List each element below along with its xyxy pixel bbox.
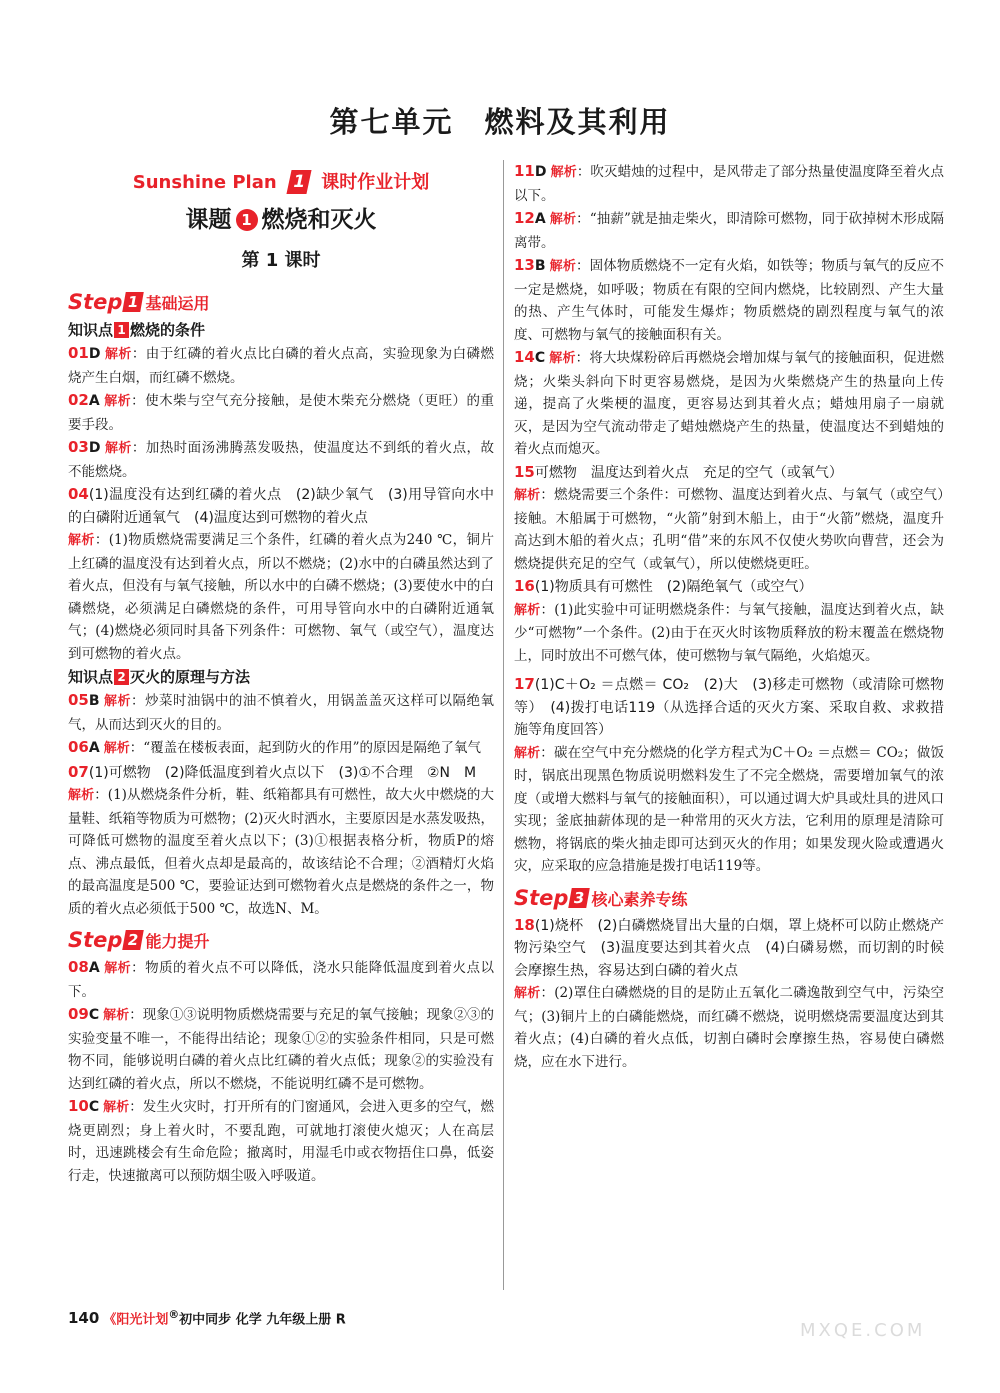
- kp-number-badge: 2: [114, 669, 129, 685]
- analysis-text: ：“覆盖在楼板表面，起到防火的作用”的原因是隔绝了氧气: [129, 740, 482, 756]
- step1-header: [68, 286, 494, 318]
- answer-letter: C: [534, 350, 546, 366]
- step-number-badge: 3: [569, 888, 591, 908]
- page-footer: [68, 1308, 346, 1327]
- kp-prefix: 知识点: [68, 668, 114, 686]
- answer-text: (1)C＋O₂ ＝点燃＝ CO₂ (2)大 (3)移走可燃物（或清除可燃物等） (4)拨打电话119（从选择合适的灭火方案、采取自救、求救措施等角度回答）: [514, 677, 944, 738]
- answer-letter: C: [88, 1099, 100, 1115]
- question-12: [514, 207, 944, 254]
- step-word: Step: [514, 885, 569, 910]
- question-15: [514, 461, 944, 576]
- answer-letter: C: [88, 1007, 100, 1023]
- lesson-number-badge: 1: [236, 209, 258, 231]
- question-number: 15: [514, 462, 535, 481]
- step-number-badge: 2: [123, 930, 145, 950]
- analysis-label: 解析: [104, 347, 132, 362]
- period-title: 第 1 课时: [241, 250, 321, 271]
- question-number: 18: [514, 915, 535, 934]
- answer-text: (1)烧杯 (2)白磷燃烧冒出大量的白烟，罩上烧杯可以防止燃烧产物污染空气 (3)温度要达到其着火点 (4)白磷易燃，而切割的时候会摩擦生热，容易达到白磷的着火点: [514, 917, 944, 979]
- step-word: Step: [68, 928, 123, 952]
- answer-letter: B: [88, 693, 100, 709]
- analysis-text: ：碳在空气中充分燃烧的化学方程式为C＋O₂ ＝点燃＝ CO₂；做饭时，锅底出现黑色物质说明燃料发生了不完全燃烧，需要增加氧气的浓度（或增大燃料与氧气的接触面积），可以通过调大炉具或灶具的进风口实现；釜底抽薪体现的是一种常用的灭火方法，它利用的原理是清除可燃物，将锅底的柴火抽走即可达到灭火的作用；如果发现火险或遭遇火灾，应采取的应急措施是拨打电话119等。: [514, 744, 944, 874]
- answer-text: (1)温度没有达到红磷的着火点 (2)缺少氧气 (3)用导管向水中的白磷附近通氧气 (4)温度达到可燃物的着火点: [68, 487, 494, 526]
- kp-number-badge: 1: [114, 322, 129, 338]
- question-number: 10: [68, 1097, 89, 1115]
- question-18: [514, 914, 944, 1074]
- watermark-logo: [800, 1320, 940, 1380]
- question-07: [68, 761, 494, 921]
- analysis-label: 解析: [549, 259, 576, 274]
- analysis-label: 解析: [103, 1008, 130, 1023]
- analysis-label: 解析: [549, 212, 577, 227]
- step-word: Step: [68, 290, 123, 314]
- question-number: 12: [514, 209, 535, 227]
- question-10: [68, 1095, 494, 1187]
- analysis-label: 解析: [514, 488, 541, 503]
- question-number: 16: [514, 577, 535, 595]
- lesson-name: 燃烧和灭火: [261, 207, 377, 233]
- analysis-text: ：(1)从燃烧条件分析，鞋、纸箱都具有可燃性，故大火中燃烧的大量鞋、纸箱等物质为可燃物；(2)灭火时洒水，主要原因是水蒸发吸热，可降低可燃物的温度至着火点以下；(3)①根据表格分析，物质P的熔点、沸点最低，但着火点却是最高的，故该结论不合理；②酒精灯火焰的最高温度是500 ℃，要验证达到可燃物着火点是燃烧的条件之一，物质的着火点必须低于500 ℃，故选N、M。: [68, 787, 494, 917]
- brand-name: 阳光计划: [116, 1312, 169, 1328]
- step3-header: [514, 882, 944, 914]
- answer-letter: B: [534, 258, 546, 274]
- question-17: [514, 673, 944, 878]
- lesson-prefix: 课题: [185, 207, 232, 233]
- answer-letter: D: [88, 440, 101, 456]
- answer-letter: A: [88, 960, 100, 976]
- step-title: 能力提升: [145, 932, 210, 951]
- question-14: [514, 346, 944, 461]
- question-number: 03: [68, 438, 89, 456]
- kp-title: 灭火的原理与方法: [130, 668, 251, 686]
- question-number: 14: [514, 348, 535, 366]
- question-04: [68, 483, 494, 665]
- kp-title: 燃烧的条件: [130, 321, 206, 339]
- question-number: 11: [514, 162, 535, 180]
- step2-header: [68, 924, 494, 956]
- question-01: [68, 342, 494, 389]
- knowledge-point-1: [68, 318, 494, 342]
- question-16: [514, 575, 944, 667]
- question-number: 09: [68, 1005, 89, 1023]
- question-number: 08: [68, 958, 89, 976]
- page-number: 140: [68, 1309, 100, 1328]
- question-03: [68, 436, 494, 483]
- analysis-label: 解析: [550, 165, 577, 180]
- plan-number-badge: 1: [286, 170, 311, 194]
- answer-text: (1)可燃物 (2)降低温度到着火点以下 (3)①不合理 ②N M: [88, 764, 477, 781]
- book-title: 初中同步 化学 九年级上册 R: [179, 1312, 346, 1328]
- analysis-text: ：燃烧需要三个条件：可燃物、温度达到着火点、与氧气（或空气）接触。木船属于可燃物，“火箭”射到木船上，由于“火箭”燃烧，温度升高达到木船的着火点；孔明“借”来的东风不仅使火势吹向曹营，还会为燃烧提供充足的空气（或氧气），所以使燃烧更旺。: [514, 487, 944, 572]
- analysis-text: ：由于红磷的着火点比白磷的着火点高，实验现象为白磷燃烧产生白烟，而红磷不燃烧。: [68, 346, 494, 386]
- question-number: 05: [68, 691, 89, 709]
- question-13: [514, 254, 944, 346]
- analysis-text: ：发生火灾时，打开所有的门窗通风，会进入更多的空气，燃烧更剧烈；身上着火时，不要乱跑，可就地打滚使火熄灭；人在高层时，迅速跳楼会有生命危险；撤离时，用湿毛巾或衣物捂住口鼻，低姿行走，快速撤离可以预防烟尘吸入呼吸道。: [68, 1099, 494, 1184]
- question-06: [68, 736, 494, 761]
- analysis-text: ：现象①③说明物质燃烧需要与充足的氧气接触；现象②③的实验变量不唯一，不能得出结论；现象①②的实验条件相同，只是可燃物不同，能够说明白磷的着火点比红磷的着火点低；现象②的实验没有达到红磷的着火点，所以不燃烧，不能说明红磷不是可燃物。: [68, 1007, 494, 1092]
- analysis-text: ：固体物质燃烧不一定有火焰，如铁等；物质与氧气的反应不一定是燃烧，如呼吸；物质在有限的空间内燃烧，比较剧烈、产生大量的热、产生气体时，可能发生爆炸；物质燃烧的剧烈程度与氧气的浓度、可燃物与氧气的接触面积有关。: [514, 258, 944, 343]
- question-number: 06: [68, 738, 89, 756]
- step-title: 核心素养专练: [591, 889, 688, 909]
- analysis-text: ：“抽薪”就是抽走柴火，即清除可燃物，同于砍掉树木形成隔离带。: [514, 211, 944, 251]
- analysis-text: ：加热时面汤沸腾蒸发吸热，使温度达不到纸的着火点，故不能燃烧。: [68, 440, 494, 480]
- question-09: [68, 1003, 494, 1095]
- answer-letter: A: [88, 393, 100, 409]
- plan-suffix: 课时作业计划: [321, 172, 430, 193]
- analysis-label: 解析: [514, 745, 541, 761]
- column-divider: [503, 160, 504, 1290]
- answer-letter: A: [88, 740, 100, 756]
- analysis-text: ：物质的着火点不可以降低，浇水只能降低温度到着火点以下。: [68, 960, 494, 1000]
- question-11: [514, 160, 944, 207]
- analysis-label: 解析: [103, 394, 132, 409]
- analysis-label: 解析: [103, 741, 130, 756]
- step-number-badge: 1: [123, 292, 145, 312]
- analysis-label: 解析: [68, 533, 95, 548]
- analysis-text: ：将大块煤粉碎后再燃烧会增加煤与氧气的接触面积，促进燃烧；火柴头斜向下时更容易燃烧，是因为火柴燃烧产生的热量向上传递，提高了火柴梗的温度，更容易达到其着火点；蜡烛用扇子一扇就灭，是因为空气流动带走了蜡烛燃烧产生的热量，使温度达不到蜡烛的着火点而熄灭。: [514, 350, 944, 457]
- analysis-text: ：使木柴与空气充分接触，是使木柴充分燃烧（更旺）的重要手段。: [68, 393, 494, 433]
- question-number: 17: [514, 675, 535, 693]
- question-02: [68, 389, 494, 436]
- analysis-label: 解析: [68, 788, 95, 803]
- question-number: 01: [68, 344, 89, 362]
- answer-letter: D: [88, 346, 101, 362]
- analysis-text: ：(1)此实验中可证明燃烧条件：与氧气接触，温度达到着火点，缺少“可燃物”一个条件。(2)由于在灭火时该物质释放的粉末覆盖在燃烧物上，同时放出不可燃气体，使可燃物与氧气隔绝，火焰熄灭。: [514, 601, 944, 664]
- answer-text: (1)物质具有可燃性 (2)隔绝氧气（或空气）: [534, 579, 813, 595]
- analysis-label: 解析: [514, 986, 541, 1001]
- analysis-text: ：(2)罩住白磷燃烧的目的是防止五氧化二磷逸散到空气中，污染空气；(3)铜片上的白磷能燃烧，而红磷不燃烧，说明燃烧需要温度达到其着火点；(4)白磷的着火点低，切割白磷时会摩擦生热，容易使白磷燃烧，应在水下进行。: [514, 985, 944, 1070]
- analysis-label: 解析: [104, 441, 132, 456]
- question-number: 02: [68, 391, 89, 409]
- step-title: 基础运用: [145, 294, 210, 313]
- right-column: [514, 160, 944, 1073]
- question-05: [68, 689, 494, 736]
- analysis-label: 解析: [103, 961, 132, 976]
- analysis-label: 解析: [103, 694, 131, 709]
- watermark-text: MXQE.COM: [800, 1320, 926, 1341]
- question-08: [68, 956, 494, 1003]
- question-number: 13: [514, 256, 535, 274]
- analysis-text: ：(1)物质燃烧需要满足三个条件，红磷的着火点为240 ℃，铜片上红磷的温度没有达到着火点，所以不燃烧；(2)水中的白磷虽然达到了着火点，但没有与氧气接触，所以水中的白磷不燃烧；(3)要使水中的白磷燃烧，必须满足白磷燃烧的条件，可用导管向水中的白磷附近通氧气；(4)燃烧必须同时具备下列条件：可燃物、氧气（或空气），温度达到可燃物的着火点。: [68, 532, 494, 662]
- analysis-text: ：炒菜时油锅中的油不慎着火，用锅盖盖灭这样可以隔绝氧气，从而达到灭火的目的。: [68, 693, 494, 733]
- question-number: 07: [68, 762, 89, 781]
- question-number: 04: [68, 485, 89, 503]
- footer-arrows: 《: [103, 1312, 117, 1328]
- analysis-text: ：吹灭蜡烛的过程中，是风带走了部分热量使温度降至着火点以下。: [514, 164, 944, 204]
- plan-prefix: Sunshine Plan: [132, 172, 277, 193]
- plan-header: [68, 166, 494, 200]
- kp-prefix: 知识点: [68, 321, 114, 339]
- unit-title: 第七单元 燃料及其利用: [329, 105, 671, 139]
- answer-letter: A: [534, 211, 546, 227]
- answer-letter: D: [534, 164, 547, 180]
- analysis-label: 解析: [514, 602, 541, 618]
- knowledge-point-2: [68, 665, 494, 689]
- answer-text: 可燃物 温度达到着火点 充足的空气（或氧气）: [534, 464, 843, 481]
- analysis-label: 解析: [103, 1100, 130, 1115]
- lesson-title: [68, 200, 494, 240]
- registered-mark: ®: [168, 1308, 180, 1321]
- analysis-label: 解析: [549, 351, 576, 366]
- left-column: [68, 160, 494, 1187]
